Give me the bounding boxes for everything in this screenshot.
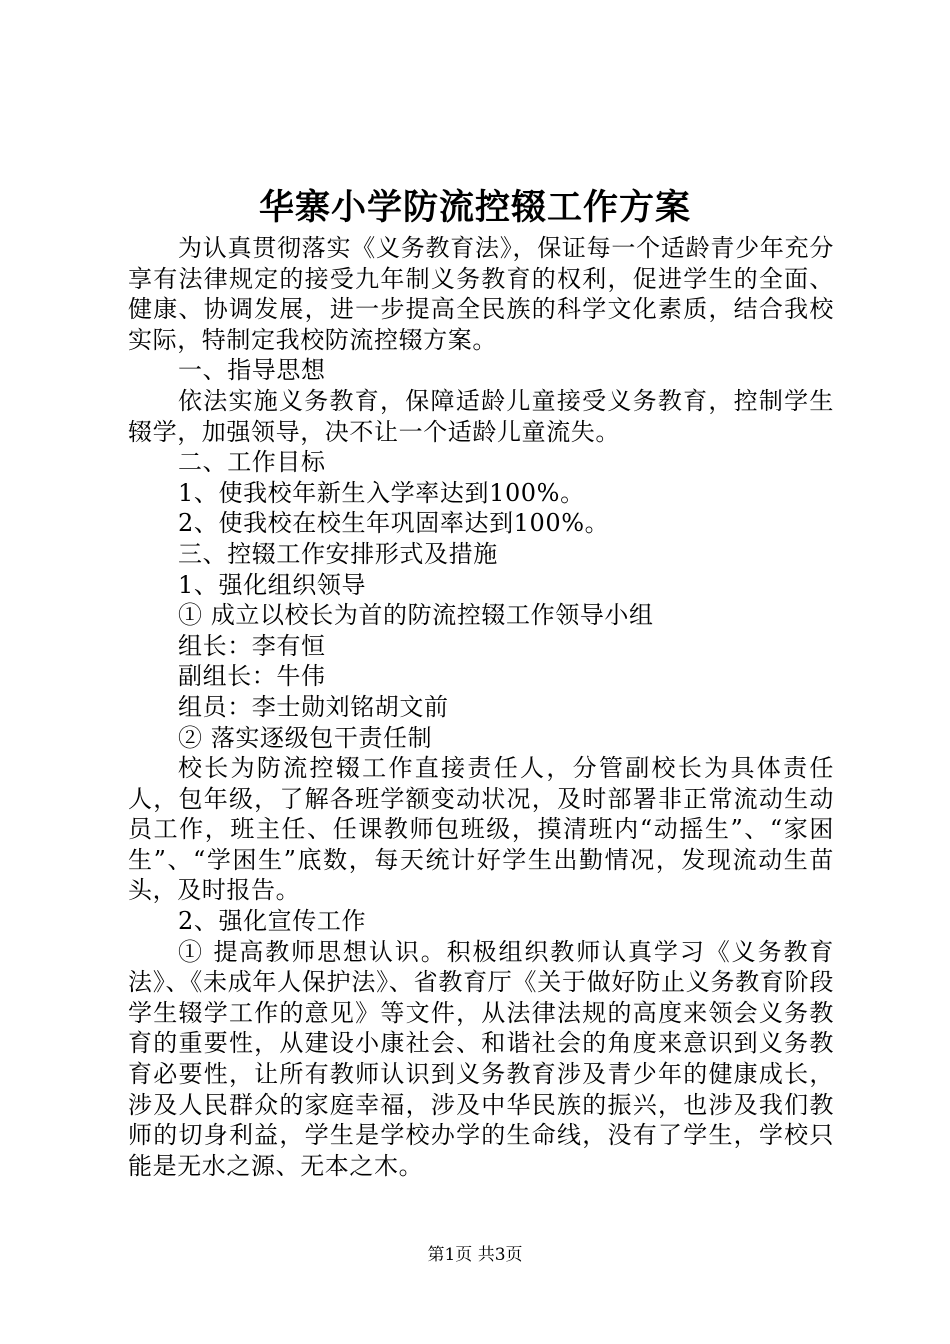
heading-guiding-ideology: 一、指导思想	[178, 356, 326, 385]
paragraph-intro: 为认真贯彻落实《义务教育法》，保证每一个适龄青少年充分享有法律规定的接受九年制义务教育的权利，促进学生的全面、健康、协调发展，进一步提高全民族的科学文化素质，结合我校实际，特制定我校防流控辍方案。	[128, 234, 834, 354]
goal-item-2: 2、使我校在校生年巩固率达到100%。	[178, 509, 610, 538]
paragraph-responsibility: 校长为防流控辍工作直接责任人，分管副校长为具体责任人，包年级，了解各班学额变动状况，及时部署非正常流动生动员工作，班主任、任课教师包班级，摸清班内“动摇生”、“家困生”、“学困生”底数，每天统计好学生出勤情况，发现流动生苗头，及时报告。	[128, 754, 834, 905]
heading-measures: 三、控辍工作安排形式及措施	[178, 539, 498, 568]
paragraph-teacher-awareness: ① 提高教师思想认识。积极组织教师认真学习《义务教育法》、《未成年人保护法》、省教育厅《关于做好防止义务教育阶段学生辍学工作的意见》等文件，从法律法规的高度来领会义务教育的重要性，从建设小康社会、和谐社会的角度来意识到义务教育必要性，让所有教师认识到义务教育涉及青少年的健康成长，涉及人民群众的家庭幸福，涉及中华民族的振兴，也涉及我们教师的切身利益，学生是学校办学的生命线，没有了学生，学校只能是无水之源、无本之木。	[128, 937, 834, 1180]
page-footer: 第1页 共3页	[427, 1245, 523, 1265]
document-body	[128, 233, 834, 1181]
item-leadership-group: ① 成立以校长为首的防流控辍工作领导小组	[178, 601, 654, 630]
subheading-organization: 1、强化组织领导	[178, 570, 367, 599]
heading-work-goals: 二、工作目标	[178, 448, 326, 477]
group-leader: 组长：李有恒	[178, 631, 326, 660]
paragraph-guiding-ideology: 依法实施义务教育，保障适龄儿童接受义务教育，控制学生辍学，加强领导，决不让一个适龄儿童流失。	[128, 386, 834, 446]
deputy-group-leader: 副组长：牛伟	[178, 662, 326, 691]
group-members: 组员：李士勋刘铭胡文前	[178, 692, 449, 721]
goal-item-1: 1、使我校年新生入学率达到100%。	[178, 478, 585, 507]
document-title: 华寨小学防流控辍工作方案	[258, 187, 691, 228]
subheading-publicity: 2、强化宣传工作	[178, 907, 367, 936]
item-responsibility-system: ② 落实逐级包干责任制	[178, 723, 433, 752]
